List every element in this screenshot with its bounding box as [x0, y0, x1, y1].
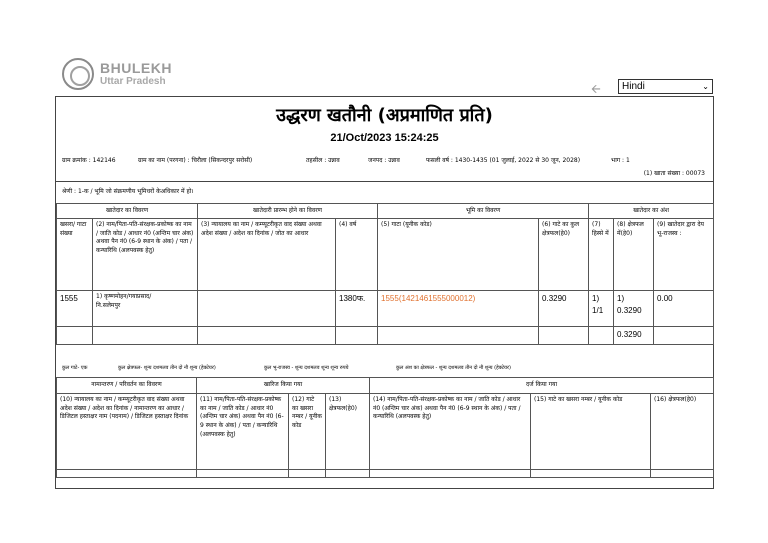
- column-header: (2) नाम/पिता-पति-संरक्षक-प्रकोष्क का नाम / जाति कोड / आधार नं0 (अन्तिम चार अंक) अथवा पैन नं0 (6-9 स्थान के अंक) / पता / कन्यारिथि (अलपवस्क हेतु): [93, 219, 198, 291]
- hissa-value: 1/1: [592, 305, 604, 315]
- column-header: (8) क्षेत्रफल में(हे0): [614, 219, 654, 291]
- tehsil: तहसील : उन्नाव: [306, 157, 340, 164]
- divider: [56, 181, 713, 182]
- kshetrafal-value: 0.3290: [617, 305, 642, 315]
- total-ansh-words: कुल अंश का क्षेत्रफल - शून्य दशमलव तीन दो नौ शून्य (हेक्टेयर): [396, 365, 511, 371]
- column-header: (13) क्षेत्रफल(हे0): [326, 394, 370, 470]
- section-kharij: खारिज किया गया: [197, 378, 370, 394]
- language-select[interactable]: [618, 79, 713, 94]
- brand-title: BHULEKH: [100, 60, 172, 76]
- total-kshetrafal-words: कुल क्षेत्रफल- शून्य दशमलव तीन दो नौ शून्य (हेक्टेयर): [118, 365, 216, 371]
- column-header: (7) हिस्से में: [589, 219, 614, 291]
- back-arrow-icon[interactable]: 🡨: [591, 82, 601, 96]
- khatauni-document: [55, 96, 714, 489]
- section-khatedar: खातेदार का विवरण: [57, 204, 198, 219]
- total-gata: कुल गाटे- एक: [62, 365, 88, 371]
- document-datetime: 21/Oct/2023 15:24:25: [330, 132, 439, 144]
- section-ansh: खातेदार का अंश: [589, 204, 714, 219]
- language-selected-value: Hindi: [622, 81, 645, 92]
- up-emblem-icon: [62, 58, 94, 90]
- gram-name: ग्राम का नाम (परगना) : चिरौला (सिकन्दरपुर सरोसी): [138, 157, 253, 164]
- column-header: (10) न्यायालय का नाम / कम्प्यूटरीकृत वाद संख्या अथवा अदेश संख्या / अदेश का दिनांक / नामान्तरण का आधार / डिजिटल हस्ताक्षर नाम (पदनाम) / डिजिटल हस्ताक्षर दिनांक: [57, 394, 197, 470]
- column-header: (9) खातेदार द्वारा देय भू-राजस्व :: [654, 219, 714, 291]
- column-header: (15) गाटे का खसरा नम्बर / यूनीक कोड: [531, 394, 651, 470]
- shreni-text: श्रेणी : 1-क / भूमि जो संक्रमणीय भूमिधरों केअधिकार में हो।: [62, 188, 194, 195]
- bhu-rajasv: 0.00: [654, 291, 714, 327]
- section-namantaran: नामान्तरण / परिवर्तन का विवरण: [57, 378, 197, 394]
- kul-kshetrafal: 0.3290: [539, 291, 589, 327]
- kshetrafal-index: 1): [617, 294, 625, 303]
- table-header-row: [57, 219, 714, 291]
- document-title: उद्धरण खतौनी (अप्रमाणित प्रति): [276, 105, 493, 126]
- khatedar-address: नि.सलेमपुर: [96, 301, 121, 309]
- column-header: (14) नाम/पिता-पति-संरक्षक-प्रकोष्क का नाम / जाति कोड / आधार नं0 (अन्तिम चार अंक) अथवा पैन नं0 (6-9 स्थान के अंक) / पता / कन्यारिथि (अलपवस्क हेतु): [370, 394, 531, 470]
- khatedar-name: 1) कृष्णमोहन/गयाप्रसाद/: [96, 293, 152, 300]
- fasli-varsh: फसली वर्ष : 1430-1435 (01 जुलाई, 2022 से 30 जून, 2028): [426, 157, 581, 164]
- column-header: खसरा/ गाटा संख्या: [57, 219, 93, 291]
- column-header: (5) गाटा (यूनीक कोड): [378, 219, 539, 291]
- section-bhoomi: भूमि का विवरण: [378, 204, 589, 219]
- varsh: 1380फ.: [336, 291, 378, 327]
- brand-subtitle: Uttar Pradesh: [100, 76, 166, 87]
- gram-code: ग्राम क्रमांक : 142146: [62, 157, 116, 164]
- table-header-row: [57, 394, 714, 470]
- column-header: (11) नाम/पिता-पति-संरक्षक-प्रकोष्क का नाम / जाति कोड / आधार नं0 (अन्तिम चार अंक) अथवा पैन नं0 (6-9 स्थान के अंक) / पता / कन्यारिथि (अलपवस्क हेतु): [197, 394, 289, 470]
- janpad: जनपद : उन्नाव: [368, 157, 400, 164]
- column-header: (4) वर्ष: [336, 219, 378, 291]
- chevron-down-icon: ⌄: [702, 82, 709, 91]
- bhulekh-logo[interactable]: [62, 58, 172, 90]
- section-darj: दर्ज किया गया: [370, 378, 714, 394]
- bhag: भाग : 1: [611, 157, 630, 164]
- column-header: (16) क्षेत्रफल(हे0): [651, 394, 714, 470]
- total-kshetrafal: 0.3290: [614, 327, 654, 345]
- khasra-number: 1555: [57, 291, 93, 327]
- column-header: (3) न्यायालय का नाम / कम्प्यूटरीकृत वाद संख्या अथवा अदेश संख्या / अदेश का दिनांक / जोत का आधार: [198, 219, 336, 291]
- column-header: (12) गाटे का खसरा नम्बर / यूनीक कोड: [289, 394, 326, 470]
- total-rajasv-words: कुल भू-राजस्व - शून्य दशमलव शून्य शून्य रुपये: [264, 365, 349, 371]
- khata-number: (1) खाता संख्या : 00073: [643, 170, 705, 177]
- hissa-index: 1): [592, 294, 600, 303]
- khatedar-table: [56, 203, 714, 345]
- table-row: [57, 291, 714, 327]
- gata-unique-code-link[interactable]: 1555(1421461555000012): [378, 291, 539, 327]
- section-khatedari: खातेदारी प्रारम्भ होने का विवरण: [198, 204, 378, 219]
- table-row: [57, 470, 714, 478]
- table-total-row: [57, 327, 714, 345]
- namantaran-table: [56, 377, 714, 478]
- column-header: (6) गाटे का कुल क्षेत्रफल(हे0): [539, 219, 589, 291]
